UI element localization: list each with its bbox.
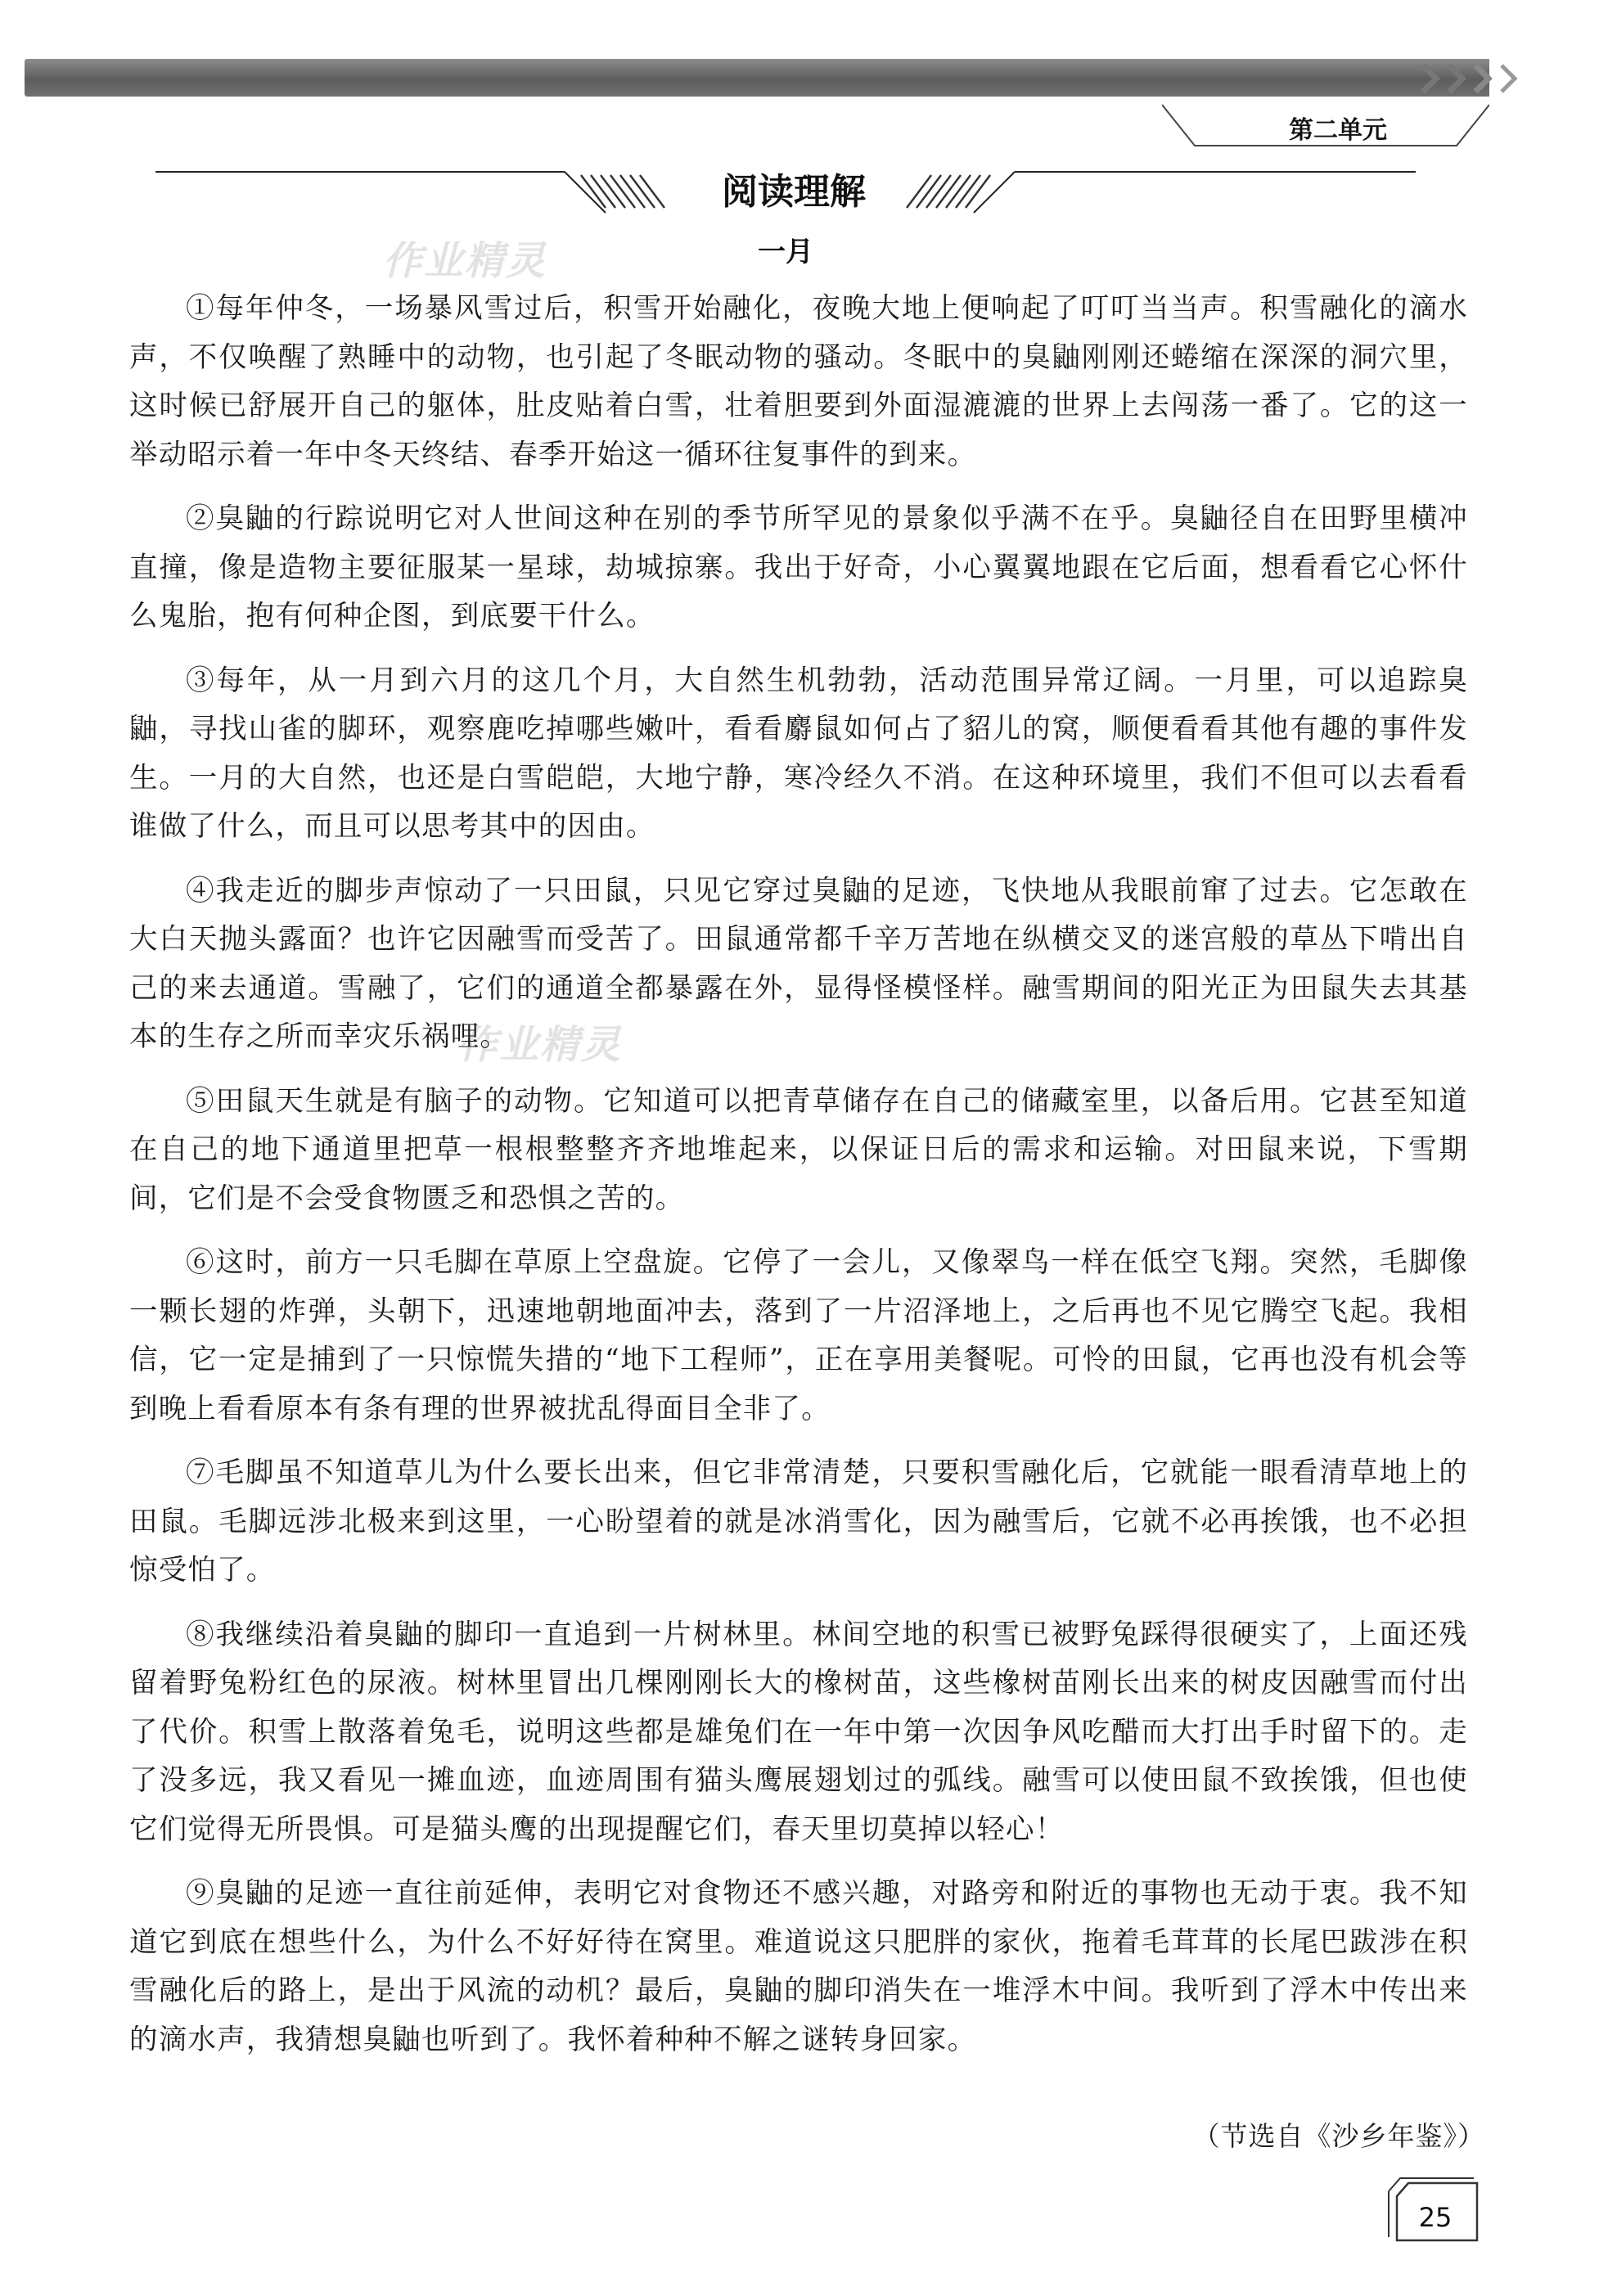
paragraph: ⑥这时，前方一只毛脚在草原上空盘旋。它停了一会儿，又像翠鸟一样在低空飞翔。突然，毛脚像一颗长翅的炸弹，头朝下，迅速地朝地面冲去，落到了一片沼泽地上，之后再也不见它腾空飞起。我相信，它一定是捕到了一只惊慌失措的“地下工程师”，正在享用美餐呢。可怜的田鼠，它再也没有机会等到晚上看看原本有条有理的世界被扰乱得面目全非了。 [129,1246,1468,1425]
paragraph: ④我走近的脚步声惊动了一只田鼠，只见它穿过臭鼬的足迹，飞快地从我眼前窜了过去。它怎敢在大白天抛头露面？也许它因融雪而受苦了。田鼠通常都千辛万苦地在纵横交叉的迷宫般的草丛下啃出自己的来去通道。雪融了，它们的通道全都暴露在外，显得怪模怪样。融雪期间的阳光正为田鼠失去其基本的生存之所而幸灾乐祸哩。 [129,874,1468,1053]
header-banner [25,59,1489,97]
paragraph: ⑧我继续沿着臭鼬的脚印一直追到一片树林里。林间空地的积雪已被野兔踩得很硬实了，上面还残留着野兔粉红色的尿液。树林里冒出几棵刚刚长大的橡树苗，这些橡树苗刚长出来的树皮因融雪而付出了代价。积雪上散落着兔毛，说明这些都是雄兔们在一年中第一次因争风吃醋而大打出手时留下的。走了没多远，我又看见一摊血迹，血迹周围有猫头鹰展翅划过的弧线。融雪可以使田鼠不致挨饿，但也使它们觉得无所畏惧。可是猫头鹰的出现提醒它们，春天里切莫掉以轻心！ [129,1618,1468,1846]
source-citation: （节选自《沙乡年鉴》） [1192,2120,1485,2152]
unit-label: 第二单元 [1289,116,1387,145]
chevron-arrows-icon [1420,54,1534,103]
article-body [129,285,1468,2080]
section-title: 阅读理解 [722,171,866,213]
page-number: 25 [1418,2202,1453,2233]
article-title: 一月 [758,236,813,268]
paragraph: ⑨臭鼬的足迹一直往前延伸，表明它对食物还不感兴趣，对路旁和附近的事物也无动于衷。我不知道它到底在想些什么，为什么不好好待在窝里。难道说这只肥胖的家伙，拖着毛茸茸的长尾巴跋涉在积雪融化后的路上，是出于风流的动机？最后，臭鼬的脚印消失在一堆浮木中间。我听到了浮木中传出来的滴水声，我猜想臭鼬也听到了。我怀着种种不解之谜转身回家。 [129,1877,1468,2056]
paragraph: ①每年仲冬，一场暴风雪过后，积雪开始融化，夜晚大地上便响起了叮叮当当声。积雪融化的滴水声，不仅唤醒了熟睡中的动物，也引起了冬眠动物的骚动。冬眠中的臭鼬刚刚还蜷缩在深深的洞穴里，这时候已舒展开自己的躯体，肚皮贴着白雪，壮着胆要到外面湿漉漉的世界上去闯荡一番了。它的这一举动昭示着一年中冬天终结、春季开始这一循环往复事件的到来。 [129,292,1468,471]
paragraph: ②臭鼬的行踪说明它对人世间这种在别的季节所罕见的景象似乎满不在乎。臭鼬径自在田野里横冲直撞，像是造物主要征服某一星球，劫城掠寨。我出于好奇，小心翼翼地跟在它后面，想看看它心怀什么鬼胎，抱有何种企图，到底要干什么。 [129,502,1468,633]
watermark: 作业精灵 [458,1022,623,1068]
paragraph: ③每年，从一月到六月的这几个月，大自然生机勃勃，活动范围异常辽阔。一月里，可以追踪臭鼬，寻找山雀的脚环，观察鹿吃掉哪些嫩叶，看看麝鼠如何占了貂儿的窝，顺便看看其他有趣的事件发生。一月的大自然，也还是白雪皑皑，大地宁静，寒冷经久不消。在这种环境里，我们不但可以去看看谁做了什么，而且可以思考其中的因由。 [129,664,1468,843]
watermark: 作业精灵 [383,238,547,284]
paragraph: ⑦毛脚虽不知道草儿为什么要长出来，但它非常清楚，只要积雪融化后，它就能一眼看清草地上的田鼠。毛脚远涉北极来到这里，一心盼望着的就是冰消雪化，因为融雪后，它就不必再挨饿，也不必担惊受怕了。 [129,1456,1468,1587]
paragraph: ⑤田鼠天生就是有脑子的动物。它知道可以把青草储存在自己的储藏室里，以备后用。它甚至知道在自己的地下通道里把草一根根整整齐齐地堆起来，以保证日后的需求和运输。对田鼠来说，下雪期间，它们是不会受食物匮乏和恐惧之苦的。 [129,1084,1468,1215]
